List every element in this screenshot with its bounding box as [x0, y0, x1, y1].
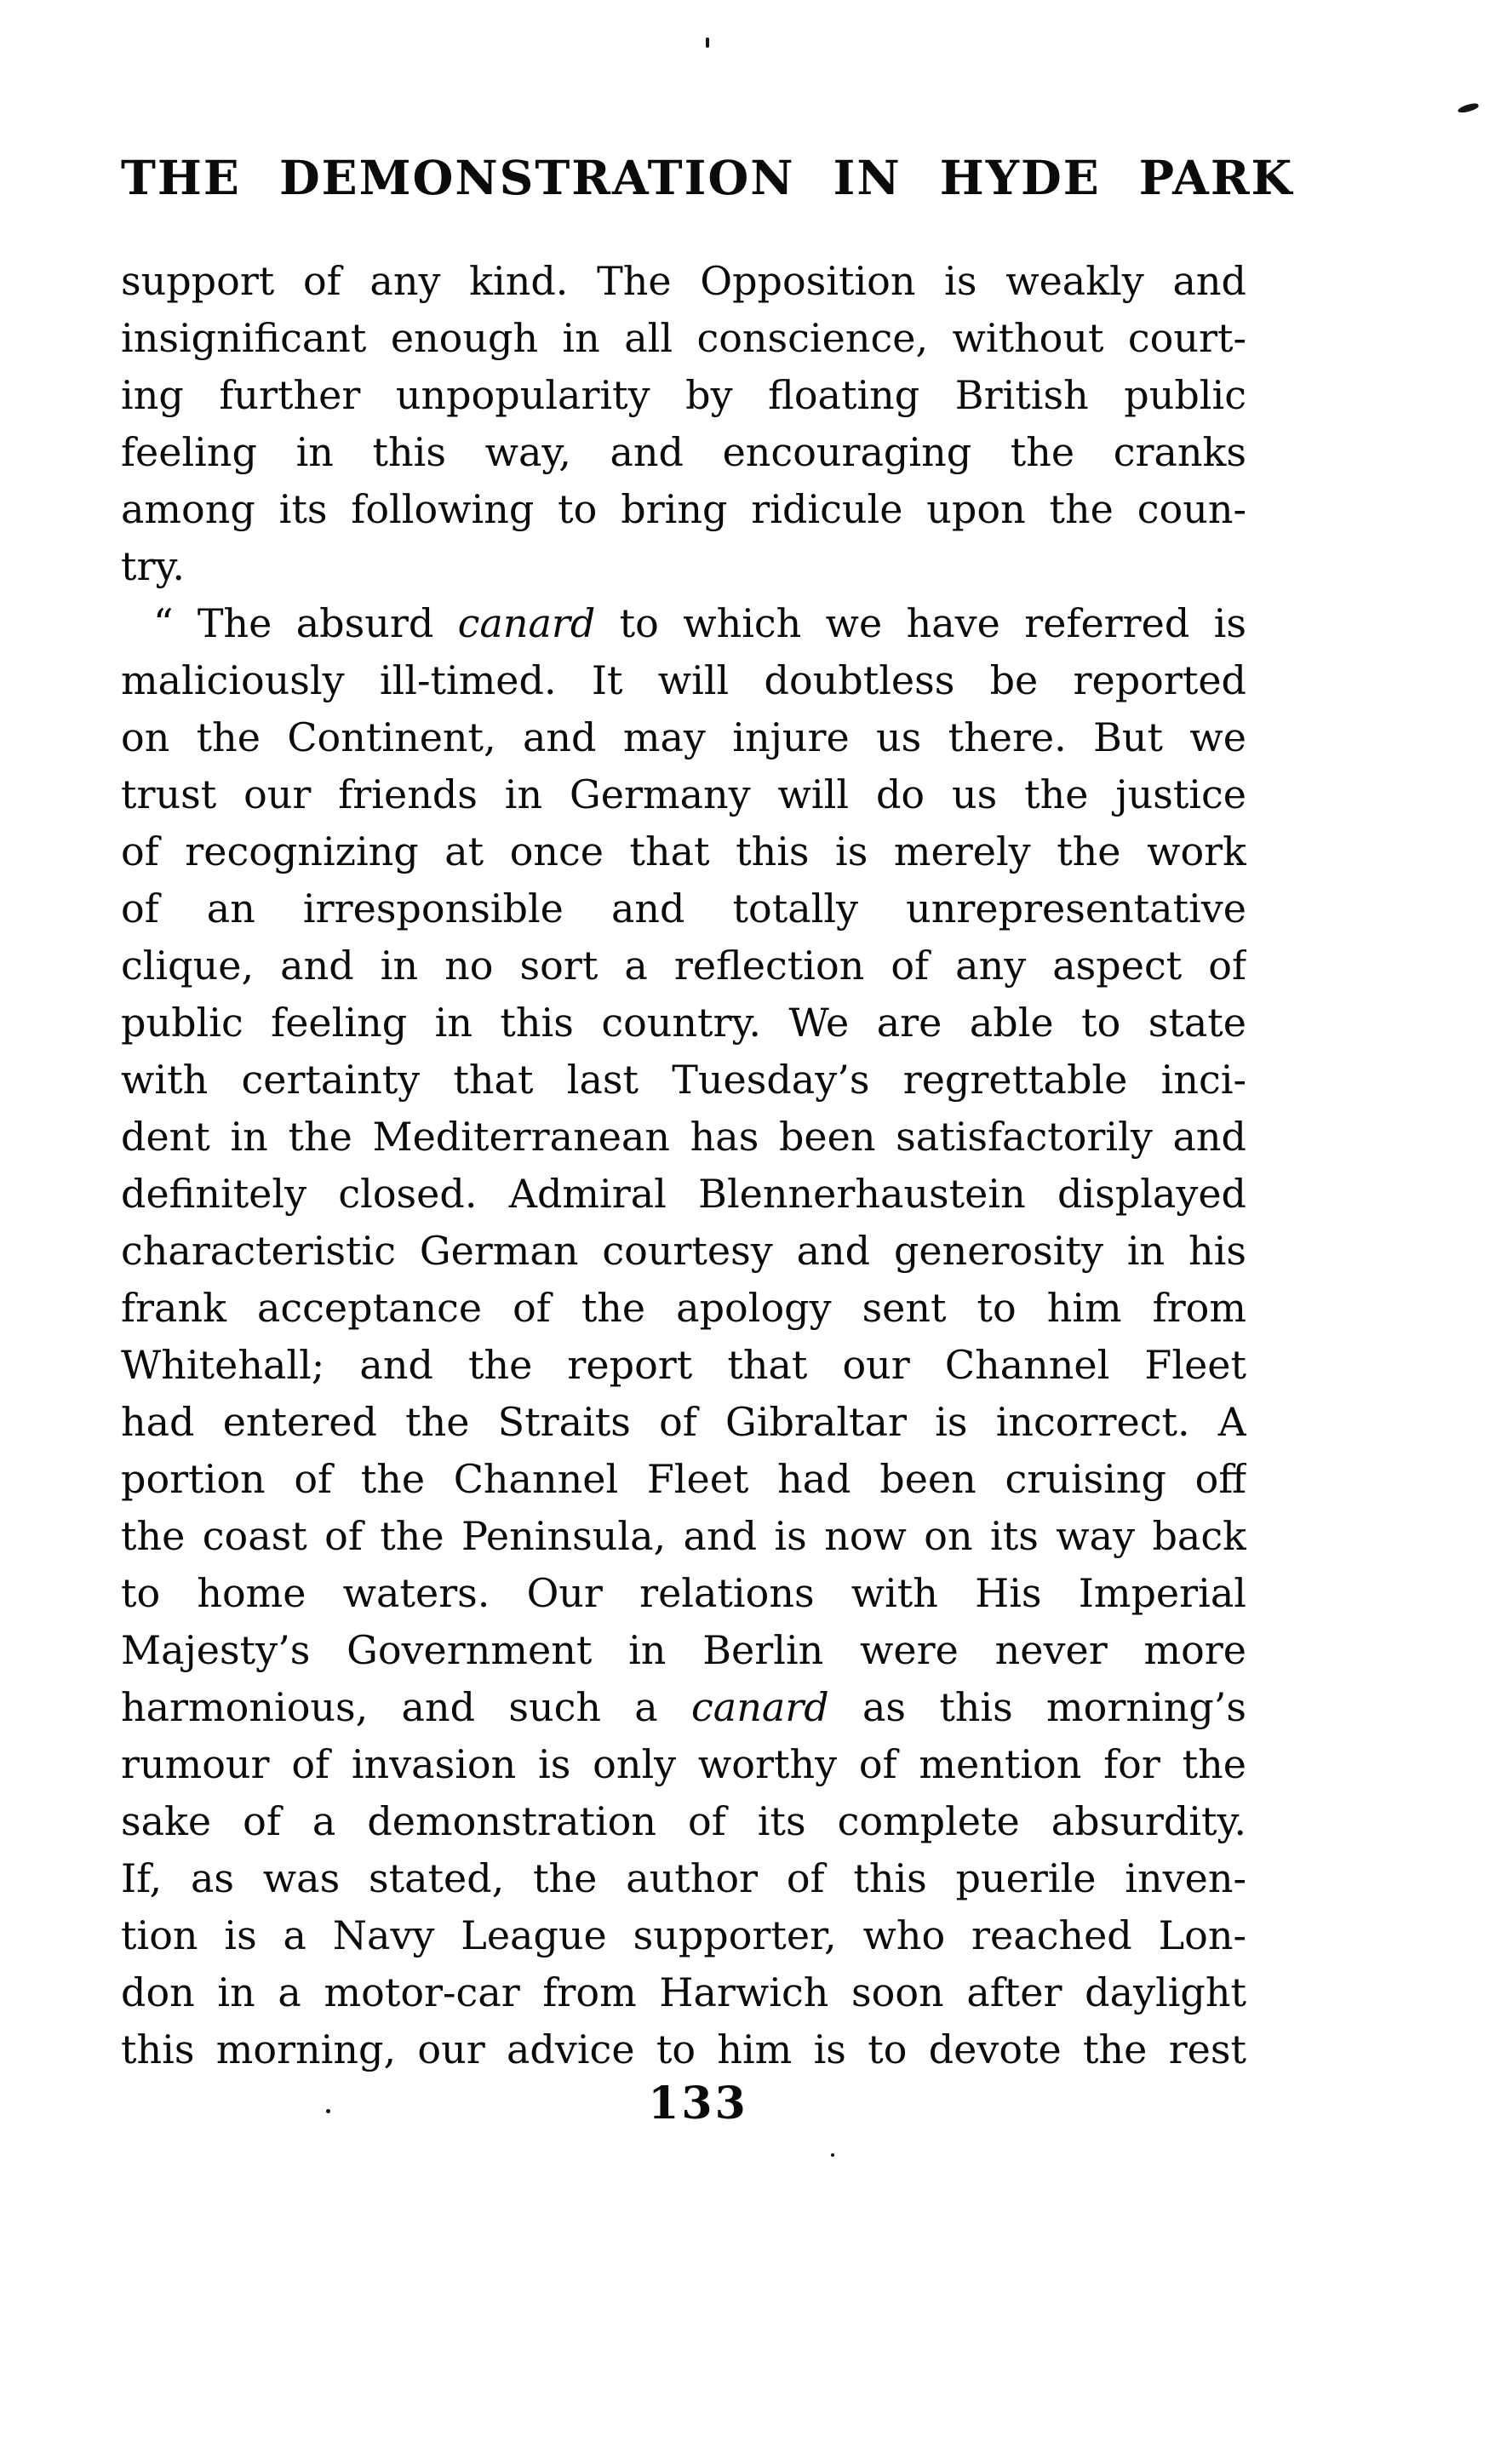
text-line: of recognizing at once that this is merely the work	[121, 828, 1246, 874]
ink-speck-bottom-right	[831, 2153, 834, 2157]
text-line: with certainty that last Tuesday’s regrettable inci-	[121, 1057, 1246, 1103]
text-line: the coast of the Peninsula, and is now on its way back	[121, 1513, 1246, 1559]
text-line: try.	[121, 543, 185, 589]
text-line: tion is a Navy League supporter, who reached Lon-	[121, 1912, 1246, 1958]
text-line: insignificant enough in all conscience, without court-	[121, 315, 1246, 361]
ink-stroke-top-right	[1457, 102, 1479, 115]
text-line: characteristic German courtesy and generosity in his	[121, 1228, 1246, 1274]
text-line: clique, and in no sort a reflection of any aspect of	[121, 943, 1246, 989]
text-line: to home waters. Our relations with His Imperial	[121, 1570, 1246, 1616]
text-line: trust our friends in Germany will do us the justice	[121, 771, 1246, 817]
text-line: support of any kind. The Opposition is weakly and	[121, 258, 1246, 304]
italic-word: canard	[691, 1684, 829, 1730]
text-line: ing further unpopularity by floating British public	[121, 372, 1246, 418]
text-line: had entered the Straits of Gibraltar is incorrect. A	[121, 1399, 1246, 1445]
text-line: of an irresponsible and totally unrepresentative	[121, 886, 1246, 931]
ink-speck-bottom-left	[326, 2109, 330, 2113]
text-line: sake of a demonstration of its complete absurdity.	[121, 1798, 1246, 1844]
text-line: “ The absurd canard to which we have referred is	[153, 600, 1246, 646]
text-line: definitely closed. Admiral Blennerhaustein displayed	[121, 1171, 1246, 1217]
ink-speck-top-center	[706, 37, 709, 48]
page-number: 133	[648, 2078, 748, 2129]
text-line: this morning, our advice to him is to devote the rest	[121, 2026, 1246, 2072]
italic-word: canard	[457, 600, 596, 646]
text-line: If, as was stated, the author of this puerile inven-	[121, 1855, 1246, 1901]
page-body	[121, 253, 1246, 2078]
text-line: portion of the Channel Fleet had been cruising off	[121, 1456, 1246, 1502]
text-line: maliciously ill-timed. It will doubtless be reported	[121, 657, 1246, 703]
text-line: on the Continent, and may injure us there. But we	[121, 714, 1246, 760]
text-line: frank acceptance of the apology sent to him from	[121, 1285, 1246, 1331]
page-title: THE DEMONSTRATION IN HYDE PARK	[121, 150, 1294, 205]
text-line: public feeling in this country. We are able to state	[121, 1000, 1246, 1046]
text-line: among its following to bring ridicule upon the coun-	[121, 486, 1246, 532]
text-line: Majesty’s Government in Berlin were never more	[121, 1627, 1246, 1673]
text-line: rumour of invasion is only worthy of mention for the	[121, 1741, 1246, 1787]
text-line: dent in the Mediterranean has been satisfactorily and	[121, 1114, 1246, 1160]
text-line: feeling in this way, and encouraging the cranks	[121, 429, 1246, 475]
text-line: harmonious, and such a canard as this morning’s	[121, 1684, 1246, 1730]
text-line: Whitehall; and the report that our Channel Fleet	[121, 1342, 1246, 1388]
text-line: don in a motor-car from Harwich soon after daylight	[121, 1969, 1246, 2015]
